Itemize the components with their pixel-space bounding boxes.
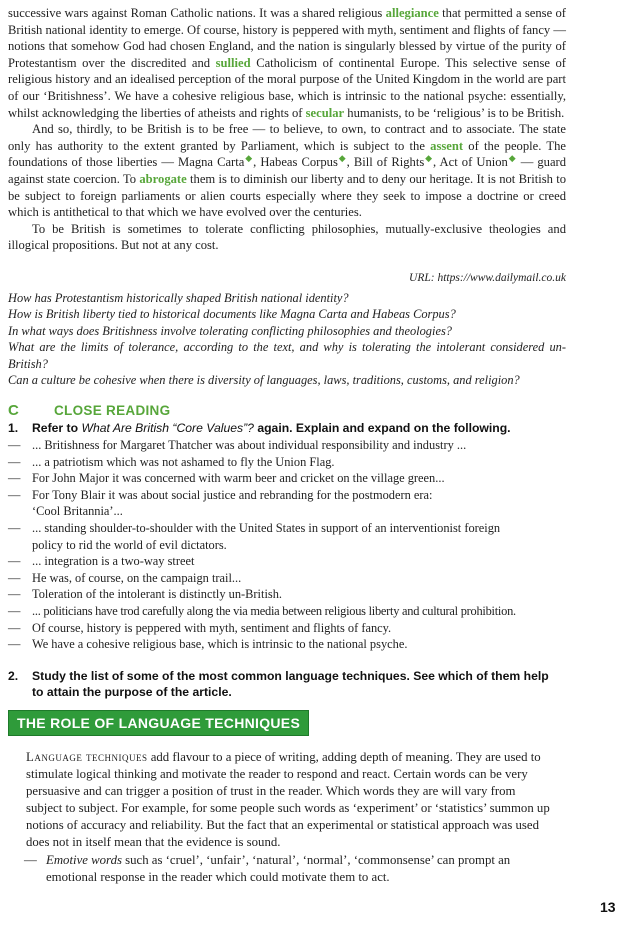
dash-bullet: — <box>8 554 21 569</box>
section-letter: C <box>8 402 19 419</box>
language-techniques-intro <box>26 749 552 851</box>
quote-text: ... standing shoulder-to-shoulder with the United States in support of an interventionist foreign <box>32 520 501 535</box>
list-item <box>8 470 568 487</box>
task-number: 1. <box>8 421 19 435</box>
list-item <box>8 603 568 620</box>
section-title: CLOSE READING <box>54 403 171 418</box>
article-text <box>8 5 566 254</box>
technique-text <box>26 852 552 886</box>
quote-text: For John Major it was concerned with warm beer and cricket on the village green... <box>32 471 445 486</box>
quote-text: ... integration is a two-way street <box>32 554 195 569</box>
text-run: that permitted a sense of British national identity to emerge. Of course, history is peppered with myth, sentiment and flights of fancy — notions that somehow God had chosen England, and the nation is singularly blessed by virtue of the purity of Protestantism over the discredited and <box>8 6 566 70</box>
list-item <box>8 586 568 603</box>
diamond-marker-icon: ◆ <box>244 153 254 164</box>
dash-bullet: — <box>8 637 21 652</box>
quote-text: ... Britishness for Margaret Thatcher was about individual responsibility and industry ... <box>32 438 467 452</box>
paragraph-tolerance: To be British is sometimes to tolerate conflicting philosophies, mutually-exclusive theologies and illogical propositions. But not at any cost. <box>8 221 566 253</box>
quote-text: He was, of course, on the campaign trail... <box>32 570 242 585</box>
text-run: them is to diminish our liberty and to deny our heritage. It is not British to be subject to foreign parliaments or alien courts especially where they seek to impose a doctrine or creed which is antithetical to that which we have evolved over the centuries. <box>8 171 566 220</box>
quote-text: We have a cohesive religious base, which is intrinsic to the national psyche. <box>32 637 408 652</box>
quote-text: ... a patriotism which was not ashamed to fly the Union Flag. <box>32 454 335 469</box>
task-text: again. Explain and expand on the following. <box>253 421 511 435</box>
text-run: , Act of Union <box>433 155 508 170</box>
text-run: , Bill of Rights <box>346 155 425 170</box>
text-run: of the people. The foundations of those liberties — Magna Carta <box>8 138 566 170</box>
text-run: Catholicism of continental Europe. This selective sense of religious history and an idealised perception of the moral purpose of the United Kingdom in the world are part of our ‘Britishness’. We have a cohesive religious base, which is intrinsic to the national psyche: essentially, whilst acknowledging the liberties of atheists and rights of <box>8 55 566 120</box>
lead-term: Language techniques <box>26 750 148 764</box>
text-run: — guard against state coercion. To <box>8 155 567 186</box>
quote-text: Of course, history is peppered with myth, sentiment and flights of fancy. <box>32 620 392 635</box>
glossary-term-secular[interactable]: secular <box>305 105 345 120</box>
dash-bullet: — <box>8 471 21 486</box>
section-heading <box>8 402 170 420</box>
quote-continuation: policy to rid the world of evil dictators. <box>32 537 227 552</box>
technique-item <box>26 852 552 886</box>
task-text: to attain the purpose of the article. <box>32 685 232 699</box>
dash-bullet: — <box>24 853 37 867</box>
diamond-marker-icon: ◆ <box>424 153 434 164</box>
technique-name: Emotive words <box>46 853 122 867</box>
article-title-reference: What Are British “Core Values”? <box>81 421 254 435</box>
list-item <box>8 437 568 454</box>
glossary-term-abrogate[interactable]: abrogate <box>139 171 187 186</box>
quote-continuation: ‘Cool Britannia’... <box>32 504 123 519</box>
question-item: What are the limits of tolerance, according to the text, and why is tolerating the intolerant considered un-British? <box>8 340 566 371</box>
dash-bullet: — <box>8 620 21 635</box>
discussion-questions <box>8 290 566 388</box>
task-2 <box>8 668 568 700</box>
text-run: , Habeas Corpus <box>253 155 338 170</box>
intro-paragraph <box>26 749 552 851</box>
diamond-marker-icon: ◆ <box>337 153 347 164</box>
question-item: In what ways does Britishness involve tolerating conflicting philosophies and theologies? <box>8 323 452 338</box>
text-run: such as ‘cruel’, ‘unfair’, ‘natural’, ‘normal’, ‘commonsense’ can prompt an emotional response in the reader which could motivate them to act. <box>46 853 511 884</box>
glossary-term-assent[interactable]: assent <box>430 138 464 153</box>
glossary-term-allegiance[interactable]: allegiance <box>385 6 439 20</box>
diamond-marker-icon: ◆ <box>507 153 517 164</box>
list-item <box>8 636 568 653</box>
list-item <box>8 620 568 637</box>
task-text: Refer to <box>32 421 82 435</box>
text-run: And so, thirdly, to be British is to be free — to believe, to own, to contract and to associate. The state only has authority to the extent granted by Parliament, which is subject to the <box>8 122 566 153</box>
dash-bullet: — <box>8 487 21 502</box>
paragraph-freedom <box>8 121 566 221</box>
quote-list <box>8 437 568 653</box>
section-banner: THE ROLE OF LANGUAGE TECHNIQUES <box>8 710 309 736</box>
task-1 <box>8 420 568 436</box>
question-item: Can a culture be cohesive when there is diversity of languages, laws, traditions, customs, and religion? <box>8 373 520 388</box>
paragraph-religion <box>8 5 566 121</box>
quote-text: ... politicians have trod carefully along the via media between religious liberty and cultural prohibition. <box>32 603 516 618</box>
text-run: successive wars against Roman Catholic nations. It was a shared religious <box>8 6 386 20</box>
quote-text: For Tony Blair it was about social justice and rebranding for the postmodern era: <box>32 487 433 502</box>
dash-bullet: — <box>8 438 21 452</box>
list-item <box>8 487 568 520</box>
list-item <box>8 553 568 570</box>
dash-bullet: — <box>8 454 21 469</box>
task-text: Study the list of some of the most common language techniques. See which of them help <box>32 669 549 683</box>
quote-text: Toleration of the intolerant is distinctly un-British. <box>32 587 283 602</box>
task-number: 2. <box>8 669 19 683</box>
page-number: 13 <box>600 899 616 915</box>
list-item <box>8 570 568 587</box>
question-item: How is British liberty tied to historical documents like Magna Carta and Habeas Corpus? <box>8 307 456 322</box>
text-run: humanists, to be ‘religious’ is to be British. <box>344 105 565 120</box>
dash-bullet: — <box>8 520 21 535</box>
source-url: URL: https://www.dailymail.co.uk <box>409 272 566 284</box>
text-run: add flavour to a piece of writing, adding depth of meaning. They are used to stimulate logical thinking and motivate the reader to respond and react. Certain words can be very persuasive and can trigger a position of trust in the reader. Which words they are will vary from subject to subject. For example, for some people such words as ‘experiment’ or ‘statistics’ summon up notions of accuracy and reliability. But the fact that an experimental or statistical approach was used does not in itself mean that the evidence is sound. <box>26 750 550 849</box>
dash-bullet: — <box>8 570 21 585</box>
list-item <box>8 520 568 553</box>
question-item: How has Protestantism historically shaped British national identity? <box>8 291 349 305</box>
dash-bullet: — <box>8 603 21 618</box>
glossary-term-sullied[interactable]: sullied <box>215 55 251 70</box>
list-item <box>8 454 568 471</box>
dash-bullet: — <box>8 587 21 602</box>
